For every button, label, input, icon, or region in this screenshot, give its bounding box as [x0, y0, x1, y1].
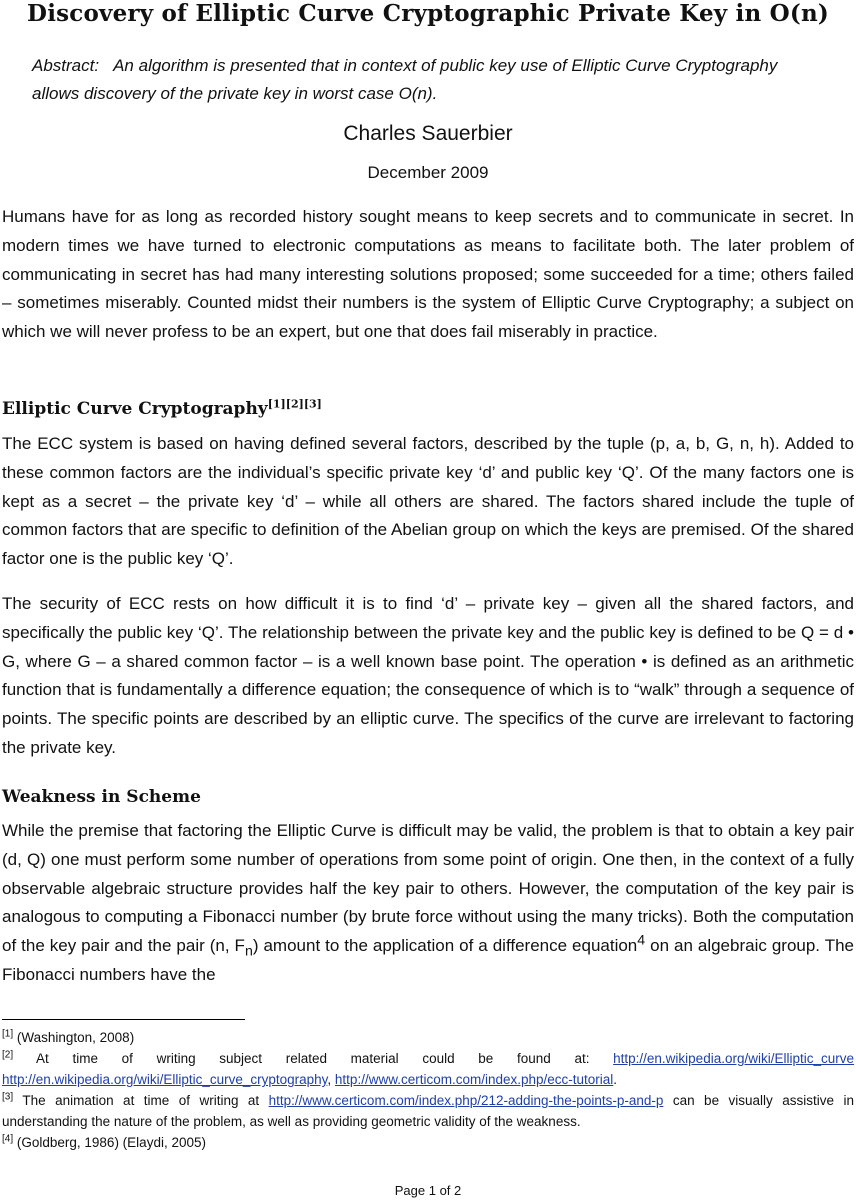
page-number: Page 1 of 2 — [394, 1183, 462, 1198]
author-name: Charles Sauerbier — [343, 122, 513, 145]
footnote-3-rest: can be visually assistive in understanding the nature of the problem, as well as providing geometric validity of the weakness. — [2, 1093, 854, 1129]
footnote-1-text: (Washington, 2008) — [13, 1030, 135, 1045]
section-heading-ecc — [2, 399, 322, 419]
footnote-ref-4: 4 — [637, 932, 646, 949]
section-heading-weakness: Weakness in Scheme — [2, 787, 201, 807]
footnote-2 — [2, 1048, 854, 1090]
footnote-2-link-certicom-tutorial[interactable]: http://www.certicom.com/index.php/ecc-tutorial — [334, 1072, 614, 1087]
intro-paragraph: Humans have for as long as recorded history sought means to keep secrets and to communicate in secret. In modern times we have turned to electronic computations as means to facilitate both. The later problem of communicating in secret has had many interesting solutions proposed; some succeeded for a time; others failed – sometimes miserably. Counted midst their numbers is the system of Elliptic Curve Cryptography; a subject on which we will never profess to be an expert, but one that does fail miserably in practice. — [2, 207, 854, 342]
weakness-text-c: on an algebraic group. The Fibonacci numbers have the — [2, 936, 854, 984]
footnote-4-text: (Goldberg, 1986) (Elaydi, 2005) — [13, 1135, 206, 1150]
document-title: Discovery of Elliptic Curve Cryptographic Private Key in O(n) — [27, 0, 829, 27]
weakness-text-a: While the premise that factoring the Elliptic Curve is difficult may be valid, the problem is that to obtain a key pair (d, Q) one must perform some number of operations from some point of origin. One then, in the context of a fully observable algebraic structure provides half the key pair to others. However, the computation of the key pair is analogous to computing a Fibonacci number (by brute force without using the many tricks). Both the computation of the key pair and the pair (n, F — [2, 821, 854, 956]
weakness-text-b: ) amount to the application of a difference equation — [252, 936, 638, 956]
footnote-2-end: . — [613, 1072, 618, 1087]
ecc-paragraph-1: The ECC system is based on having defined several factors, described by the tuple (p, a, b, G, n, h). Added to these common factors are the individual’s specific private key ‘d’ and public key ‘Q’. Of the many factors one is kept as a secret – the private key ‘d’ – while all others are shared. The factors shared include the tuple of common factors that are specific to definition of the Abelian group on which the keys are premised. Of the shared factor one is the public key ‘Q’. — [2, 434, 854, 569]
abstract — [32, 52, 792, 108]
footnote-2-comma: , — [327, 1072, 335, 1087]
footnote-2-text: At time of writing subject related material could be found at: — [13, 1051, 614, 1066]
abstract-text: An algorithm is presented that in context of public key use of Elliptic Curve Cryptography allows discovery of the private key in worst case O(n). — [32, 56, 778, 103]
section-heading-ecc-text: Elliptic Curve Cryptography — [2, 399, 268, 419]
footnote-3-mark: [3] — [2, 1091, 14, 1103]
footnotes — [2, 1027, 854, 1153]
footnote-2-link-elliptic-curve[interactable]: http://en.wikipedia.org/wiki/Elliptic_curve — [613, 1051, 854, 1066]
footnote-3 — [2, 1090, 854, 1132]
footnote-3-text: The animation at time of writing at — [13, 1093, 269, 1108]
weakness-paragraph — [2, 817, 854, 990]
footnote-1-mark: [1] — [2, 1028, 14, 1040]
footnote-3-link-certicom-animation[interactable]: http://www.certicom.com/index.php/212-adding-the-points-p-and-p — [268, 1093, 664, 1108]
footnote-divider — [2, 1019, 245, 1020]
footnote-2-link-ecc[interactable]: http://en.wikipedia.org/wiki/Elliptic_curve_cryptography — [2, 1072, 328, 1087]
abstract-label: Abstract: — [32, 56, 100, 75]
footnote-4-mark: [4] — [2, 1133, 14, 1145]
ecc-paragraph-2: The security of ECC rests on how difficult it is to find ‘d’ – private key – given all the shared factors, and specifically the public key ‘Q’. The relationship between the private key and the public key is defined to be Q = d • G, where G – a shared common factor – is a well known base point. The operation • is defined as an arithmetic function that is fundamentally a difference equation; the consequence of which is to “walk” through a sequence of points. The specific points are described by an elliptic curve. The specifics of the curve are irrelevant to factoring the private key. — [2, 594, 854, 757]
footnote-1 — [2, 1027, 854, 1048]
subscript-n: n — [244, 943, 253, 960]
publication-date: December 2009 — [367, 163, 489, 182]
section-heading-ecc-refs: [1][2][3] — [267, 397, 322, 411]
footnote-2-mark: [2] — [2, 1049, 14, 1061]
footnote-4 — [2, 1132, 854, 1153]
